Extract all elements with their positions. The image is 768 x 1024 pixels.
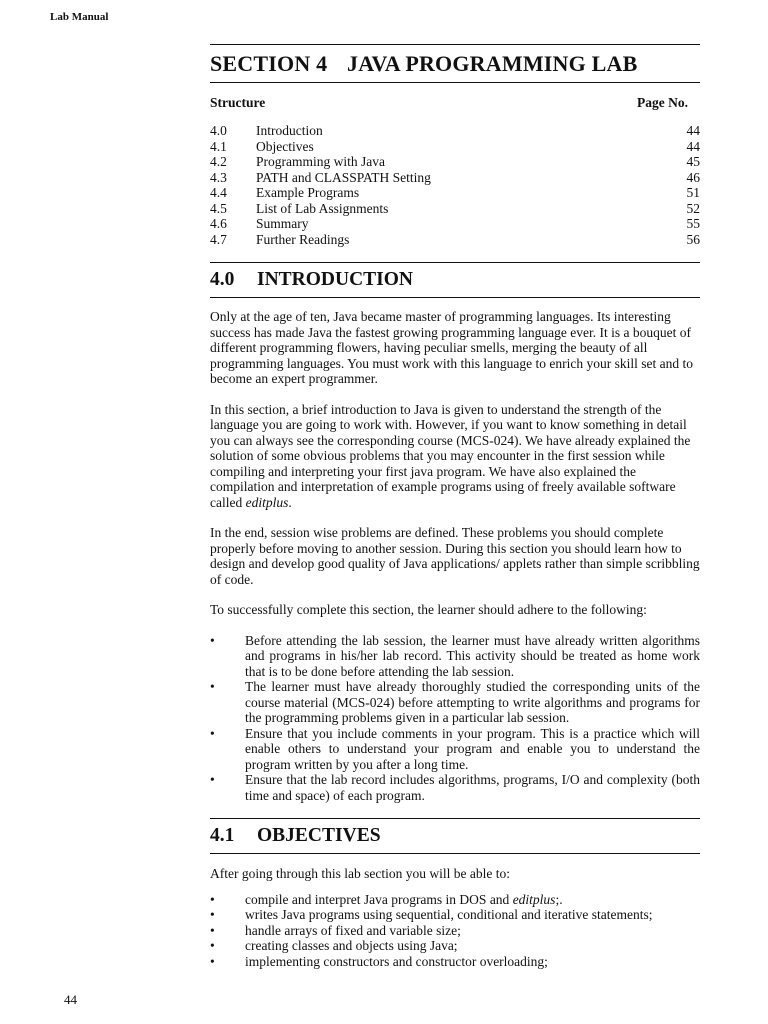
list-item-text: Ensure that you include comments in your program. This is a practice which will enable others to understand your program and enable you to understand the program written by you after a long time. — [245, 725, 700, 772]
toc-page: 52 — [686, 200, 700, 216]
structure-heading: Structure — [210, 95, 266, 110]
section-name: JAVA PROGRAMMING LAB — [347, 51, 638, 76]
list-item — [210, 892, 700, 908]
toc-page: 55 — [686, 216, 700, 231]
objectives-heading — [210, 825, 700, 847]
toc-row — [210, 170, 700, 186]
structure-header — [210, 95, 700, 111]
bullet-icon: • — [210, 938, 215, 953]
toc-number: 4.1 — [210, 138, 227, 154]
toc-title: Programming with Java — [256, 154, 385, 169]
list-item — [210, 907, 700, 923]
list-item — [210, 923, 700, 939]
toc-title: List of Lab Assignments — [256, 200, 389, 216]
toc-number: 4.2 — [210, 154, 227, 169]
section-number: SECTION 4 — [210, 51, 328, 76]
toc-number: 4.7 — [210, 231, 227, 247]
toc-row — [210, 216, 700, 232]
list-item-text: Ensure that the lab record includes algorithms, programs, I/O and complexity (both time and space) of each program. — [245, 772, 700, 803]
toc-title: Summary — [256, 216, 309, 231]
page-no-heading: Page No. — [637, 95, 688, 110]
intro-paragraph-3: In the end, session wise problems are defined. These problems you should complete properly before moving to another session. During this section you should learn how to design and develop good quality of Java applications/ applets rather than simple scribbling of code. — [210, 525, 700, 587]
divider — [210, 44, 700, 45]
list-item-text: Before attending the lab session, the learner must have already written algorithms and programs in his/her lab record. This activity should be treated as home work that is to be done before attending the lab session. — [245, 632, 700, 679]
intro-number: 4.0 — [210, 269, 235, 290]
toc-number: 4.3 — [210, 169, 227, 185]
objectives-number: 4.1 — [210, 825, 235, 846]
toc-row — [210, 232, 700, 248]
toc-row — [210, 185, 700, 201]
list-item — [210, 772, 700, 803]
list-item-text: creating classes and objects using Java; — [245, 938, 458, 953]
toc-title: Introduction — [256, 123, 323, 138]
list-item — [210, 954, 700, 970]
toc-page: 44 — [686, 123, 700, 138]
bullet-icon: • — [210, 772, 215, 787]
toc-title: Objectives — [256, 138, 314, 154]
page-content — [210, 44, 700, 969]
toc-title: Further Readings — [256, 231, 350, 247]
bullet-icon: • — [210, 632, 215, 648]
table-of-contents — [210, 123, 700, 247]
intro-paragraph-2-text: In this section, a brief introduction to Java is given to understand the strength of the language you are going to work with. However, if you want to know something in detail you can always see the corresponding course (MCS-024). We have already explained the solution of some obvious problems that you may encounter in the first session while compiling and interpreting your first java program. We have also explained the compilation and interpretation of example programs using of freely available software called — [210, 401, 691, 510]
toc-page: 56 — [686, 231, 700, 247]
intro-heading — [210, 269, 700, 291]
list-item — [210, 726, 700, 773]
toc-title: Example Programs — [256, 185, 360, 200]
toc-number: 4.0 — [210, 123, 227, 138]
toc-page: 44 — [686, 138, 700, 154]
divider — [210, 818, 700, 819]
toc-page: 51 — [686, 185, 700, 200]
running-header: Lab Manual — [50, 11, 109, 23]
objectives-list — [210, 892, 700, 970]
bullet-icon: • — [210, 922, 215, 938]
toc-page: 45 — [686, 154, 700, 169]
intro-paragraph-4: To successfully complete this section, the learner should adhere to the following: — [210, 602, 647, 617]
toc-title: PATH and CLASSPATH Setting — [256, 169, 431, 185]
editplus-term: editplus — [245, 494, 289, 510]
toc-row — [210, 139, 700, 155]
intro-title: INTRODUCTION — [257, 269, 414, 290]
list-item — [210, 938, 700, 954]
list-item — [210, 633, 700, 680]
toc-number: 4.6 — [210, 216, 227, 231]
divider — [210, 262, 700, 263]
bullet-icon: • — [210, 891, 215, 907]
intro-paragraph-1: Only at the age of ten, Java became master of programming languages. Its interesting success has made Java the fastest growing programming language ever. It is a bouquet of different programming flowers, having peculiar smells, merging the beauty of all programming languages. You must work with this language to enrich your skill set and to become an expert programmer. — [210, 309, 693, 386]
toc-row — [210, 123, 700, 139]
section-title — [210, 51, 700, 77]
objectives-title: OBJECTIVES — [257, 825, 381, 846]
bullet-icon: • — [210, 725, 215, 741]
toc-number: 4.4 — [210, 185, 227, 200]
toc-page: 46 — [686, 169, 700, 185]
list-item-end: ;. — [555, 891, 563, 907]
list-item-text: compile and interpret Java programs in DOS and — [245, 891, 513, 907]
toc-number: 4.5 — [210, 200, 227, 216]
list-item-text: The learner must have already thoroughly studied the corresponding units of the course material (MCS-024) before attempting to write algorithms and programs for the programming problems given in a particular lab session. — [245, 679, 700, 725]
intro-paragraph-2 — [210, 402, 700, 511]
intro-bullet-list — [210, 633, 700, 804]
toc-row — [210, 201, 700, 217]
intro-paragraph-2-end: . — [288, 494, 292, 510]
list-item-text: writes Java programs using sequential, conditional and iterative statements; — [245, 907, 653, 922]
bullet-icon: • — [210, 907, 215, 922]
page-number: 44 — [64, 992, 77, 1007]
list-item — [210, 679, 700, 726]
list-item-text: implementing constructors and constructor overloading; — [245, 953, 548, 969]
toc-row — [210, 154, 700, 170]
bullet-icon: • — [210, 953, 215, 969]
divider — [210, 82, 700, 83]
objectives-lead: After going through this lab section you will be able to: — [210, 866, 510, 881]
list-item-text: handle arrays of fixed and variable size; — [245, 922, 461, 938]
editplus-term: editplus — [512, 891, 556, 907]
bullet-icon: • — [210, 679, 215, 694]
